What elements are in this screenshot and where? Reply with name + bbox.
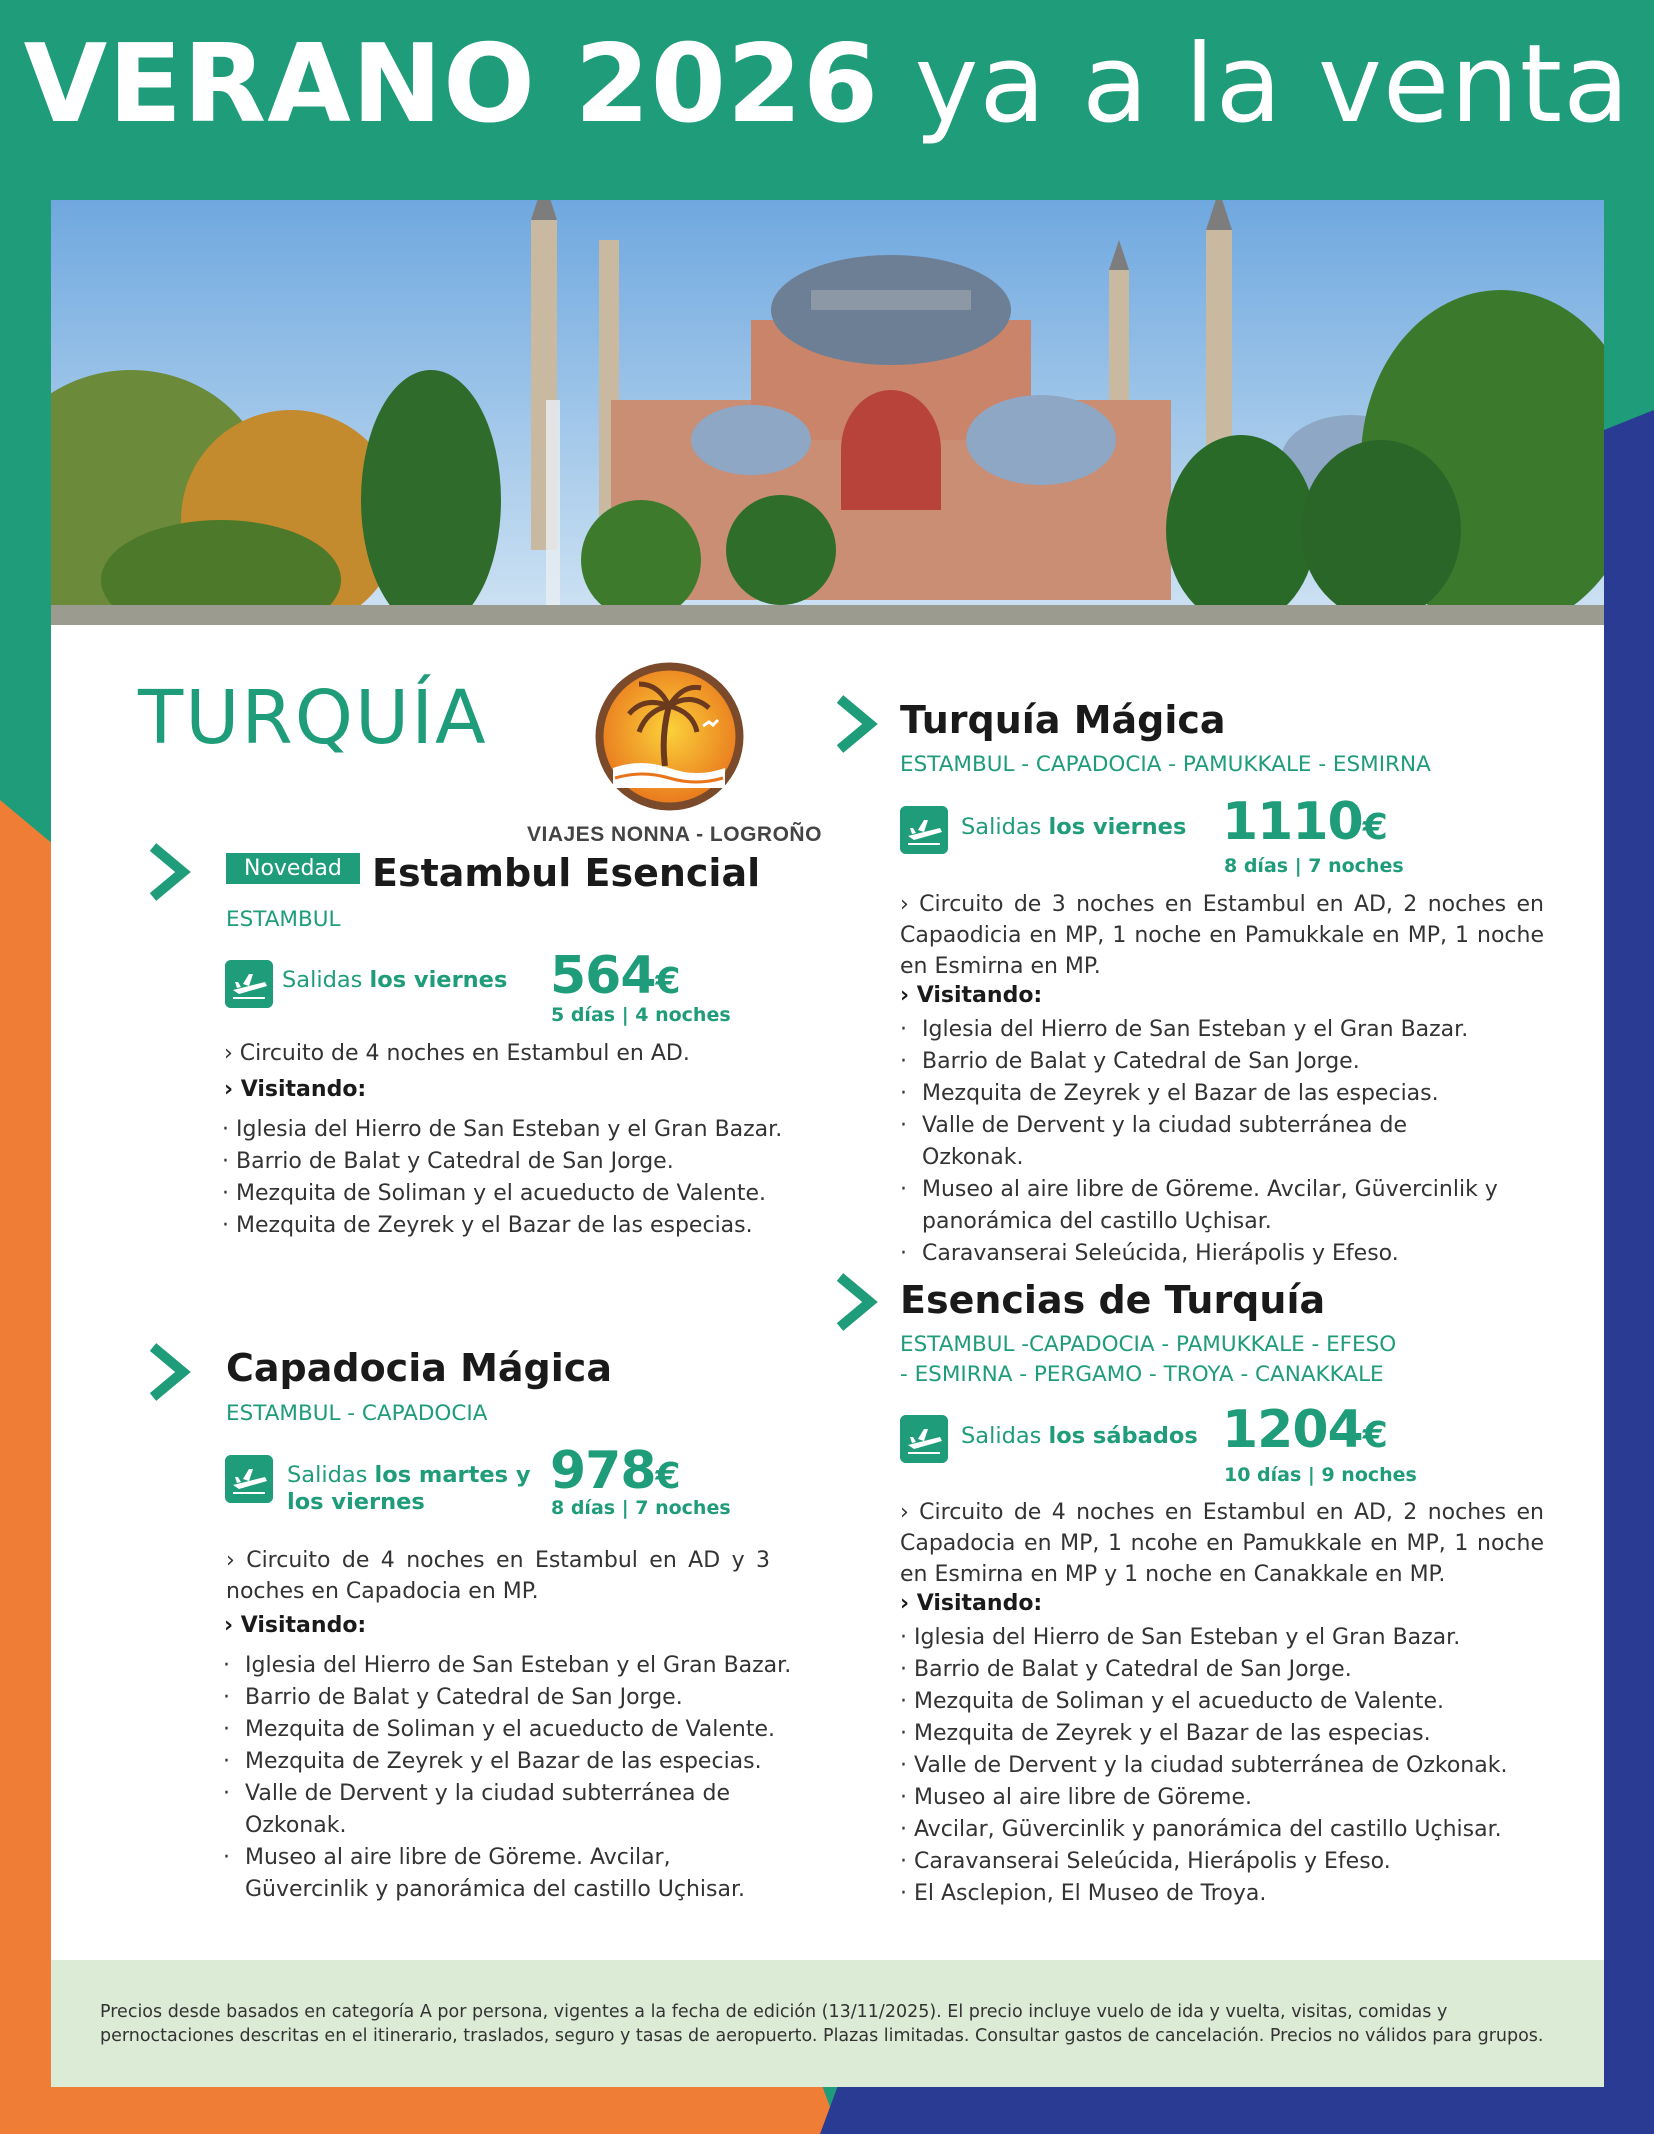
package-description: › Circuito de 4 noches en Estambul en AD, 2 noches en Capadocia en MP, 1 ncohe en Pamukkale en MP, 1 noche en Esmirna en MP y 1 noche en Canakkale en MP. <box>900 1500 1544 1587</box>
list-item: · Caravanserai Seleúcida, Hierápolis y Efeso. <box>900 1846 1520 1878</box>
list-item: · Valle de Dervent y la ciudad subterránea de Ozkonak. <box>900 1110 1500 1174</box>
list-item: · Barrio de Balat y Catedral de San Jorge. <box>900 1654 1520 1686</box>
salidas-prefix: Salidas <box>287 1462 375 1488</box>
route-line-1: ESTAMBUL -CAPADOCIA - PAMUKKALE - EFESO <box>900 1332 1397 1357</box>
package-description: › Circuito de 4 noches en Estambul en AD. <box>224 1041 690 1066</box>
list-item: · Valle de Dervent y la ciudad subterránea de Ozkonak. <box>223 1778 793 1842</box>
list-item: · El Asclepion, El Museo de Troya. <box>900 1878 1520 1910</box>
visiting-label: › Visitando: <box>900 983 1043 1008</box>
package-route: ESTAMBUL - CAPADOCIA <box>226 1401 488 1426</box>
list-item: · Avcilar, Güvercinlik y panorámica del castillo Uçhisar. <box>900 1814 1520 1846</box>
novedad-badge: Novedad <box>226 853 360 884</box>
salidas-prefix: Salidas <box>961 814 1049 840</box>
plane-icon <box>900 806 948 854</box>
visiting-list <box>223 1650 793 1906</box>
list-item: · Iglesia del Hierro de San Esteban y el Gran Bazar. <box>222 1114 802 1146</box>
list-item: · Museo al aire libre de Göreme. <box>900 1782 1520 1814</box>
chevron-right-icon <box>145 842 195 902</box>
hero-image <box>51 200 1604 625</box>
list-item: · Mezquita de Soliman y el acueducto de Valente. <box>223 1714 793 1746</box>
title-light: ya a la venta <box>914 22 1631 147</box>
price-currency: € <box>655 961 680 1002</box>
logo-caption: VIAJES NONNA - LOGROÑO <box>527 823 822 846</box>
salidas-days: los sábados <box>1048 1423 1198 1449</box>
visiting-list <box>900 1014 1500 1270</box>
list-item: · Mezquita de Zeyrek y el Bazar de las especias. <box>223 1746 793 1778</box>
package-description: › Circuito de 3 noches en Estambul en AD, 2 noches en Capaodicia en MP, 1 noche en Pamukkale en MP, 1 noche en Esmirna en MP. <box>900 892 1544 979</box>
plane-icon <box>225 960 273 1008</box>
list-item: · Iglesia del Hierro de San Esteban y el Gran Bazar. <box>900 1014 1500 1046</box>
salidas-days: los martes y <box>374 1462 531 1488</box>
list-item: · Mezquita de Zeyrek y el Bazar de las especias. <box>900 1718 1520 1750</box>
list-item: · Valle de Dervent y la ciudad subterránea de Ozkonak. <box>900 1750 1520 1782</box>
package-title: Capadocia Mágica <box>226 1346 612 1390</box>
package-title: Esencias de Turquía <box>900 1278 1326 1322</box>
title-bold: VERANO 2026 <box>23 22 880 147</box>
footer-disclaimer: Precios desde basados en categoría A por persona, vigentes a la fecha de edición (13/11/2025). El precio incluye vuelo de ida y vuelta, visitas, comidas y pernoctaciones descritas en el itinerario, traslados, seguro y tasas de aeropuerto. Plazas limitadas. Consultar gastos de cancelación. Precios no válidos para grupos. <box>100 2002 1544 2046</box>
package-route <box>900 1330 1396 1390</box>
visiting-list <box>900 1622 1520 1910</box>
salidas-text <box>961 1423 1198 1450</box>
salidas-days: los viernes <box>1048 814 1187 840</box>
list-item: · Mezquita de Soliman y el acueducto de Valente. <box>900 1686 1520 1718</box>
package-title: Estambul Esencial <box>372 851 761 895</box>
salidas-text <box>287 1462 531 1516</box>
list-item: · Caravanserai Seleúcida, Hierápolis y Efeso. <box>900 1238 1500 1270</box>
salidas-prefix: Salidas <box>282 967 370 993</box>
price <box>1222 792 1387 852</box>
duration: 8 días | 7 noches <box>1224 855 1404 877</box>
list-item: · Barrio de Balat y Catedral de San Jorge. <box>222 1146 802 1178</box>
chevron-right-icon <box>145 1342 195 1402</box>
price-value: 1110 <box>1222 792 1363 852</box>
salidas-prefix: Salidas <box>961 1423 1049 1449</box>
chevron-right-icon <box>832 694 882 754</box>
price-value: 564 <box>550 946 656 1006</box>
price-value: 1204 <box>1222 1400 1363 1460</box>
price-currency: € <box>1362 807 1387 848</box>
price <box>550 1441 680 1501</box>
list-item: · Museo al aire libre de Göreme. Avcilar, Güvercinlik y panorámica del castillo Uçhisar. <box>223 1842 793 1906</box>
list-item: · Iglesia del Hierro de San Esteban y el Gran Bazar. <box>223 1650 793 1682</box>
plane-icon <box>900 1415 948 1463</box>
salidas-days-2: los viernes <box>287 1489 425 1515</box>
duration: 5 días | 4 noches <box>551 1004 731 1026</box>
package-description: › Circuito de 4 noches en Estambul en AD y 3 noches en Capadocia en MP. <box>226 1548 770 1604</box>
list-item: · Museo al aire libre de Göreme. Avcilar, Güvercinlik y panorámica del castillo Uçhisar. <box>900 1174 1500 1238</box>
visiting-list <box>222 1114 802 1242</box>
route-line-2: - ESMIRNA - PERGAMO - TROYA - CANAKKALE <box>900 1362 1384 1387</box>
country-title: TURQUÍA <box>138 675 488 761</box>
salidas-text <box>282 967 507 994</box>
price-currency: € <box>655 1456 680 1497</box>
chevron-right-icon <box>832 1272 882 1332</box>
duration: 8 días | 7 noches <box>551 1497 731 1519</box>
list-item: · Iglesia del Hierro de San Esteban y el Gran Bazar. <box>900 1622 1520 1654</box>
palm-logo <box>593 660 746 813</box>
package-route: ESTAMBUL - CAPADOCIA - PAMUKKALE - ESMIRNA <box>900 752 1431 777</box>
list-item: · Barrio de Balat y Catedral de San Jorge. <box>900 1046 1500 1078</box>
price <box>550 946 680 1006</box>
visiting-label: › Visitando: <box>224 1077 367 1102</box>
list-item: · Barrio de Balat y Catedral de San Jorge. <box>223 1682 793 1714</box>
salidas-days: los viernes <box>369 967 508 993</box>
salidas-text <box>961 814 1186 841</box>
list-item: · Mezquita de Soliman y el acueducto de Valente. <box>222 1178 802 1210</box>
visiting-label: › Visitando: <box>224 1613 367 1638</box>
price <box>1222 1400 1387 1460</box>
page-title <box>0 20 1654 150</box>
duration: 10 días | 9 noches <box>1224 1464 1417 1486</box>
price-value: 978 <box>550 1441 656 1501</box>
price-currency: € <box>1362 1415 1387 1456</box>
visiting-label: › Visitando: <box>900 1591 1043 1616</box>
plane-icon <box>225 1455 273 1503</box>
package-title: Turquía Mágica <box>900 698 1226 742</box>
list-item: · Mezquita de Zeyrek y el Bazar de las especias. <box>222 1210 802 1242</box>
package-route: ESTAMBUL <box>226 907 341 932</box>
list-item: · Mezquita de Zeyrek y el Bazar de las especias. <box>900 1078 1500 1110</box>
